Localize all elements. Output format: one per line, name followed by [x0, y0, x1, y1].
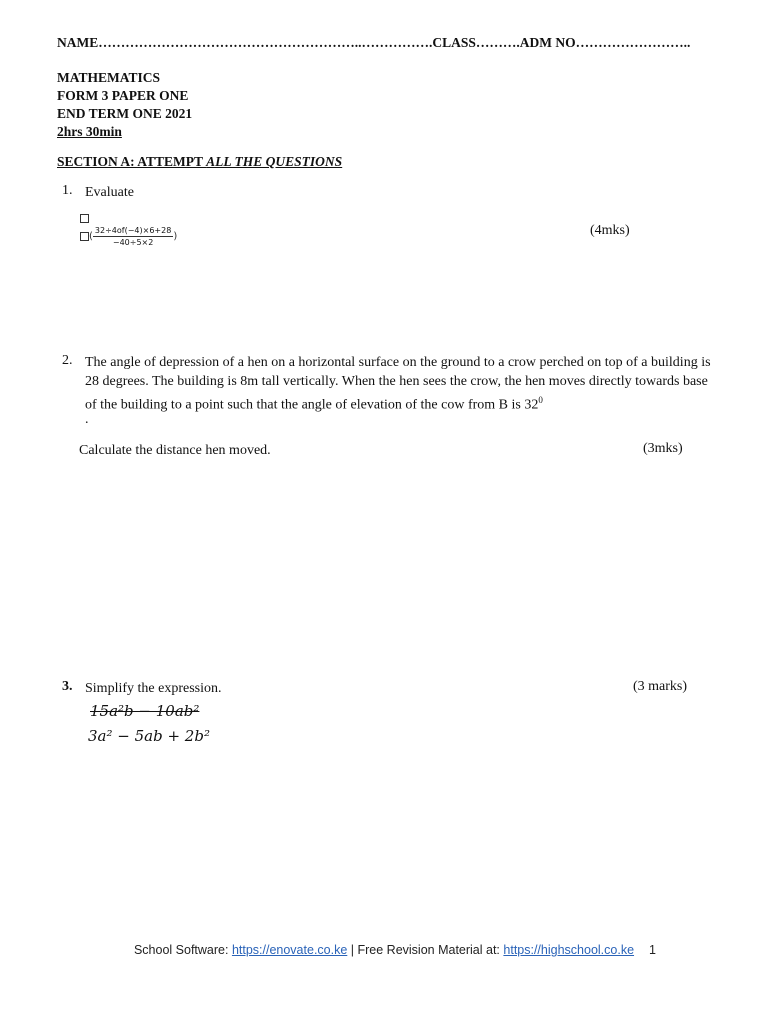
q1-numerator: 32÷4of(−4)×6+28 — [94, 226, 172, 235]
q2-number: 2. — [62, 353, 73, 368]
q1-open-paren: ( — [89, 231, 93, 242]
q3-marks: (3 marks) — [633, 679, 688, 694]
q1-fraction — [93, 225, 173, 248]
q1-marks: (4mks) — [590, 223, 630, 238]
q1-close-paren: ) — [173, 231, 178, 242]
form-paper: FORM 3 PAPER ONE — [57, 88, 189, 103]
student-details-line: NAME…………………………………………………..…………….CLASS……….ADM NO…………………….. — [57, 35, 691, 50]
q1-placeholder-box — [80, 232, 89, 241]
q3-denominator: 3a² − 5ab + 2b² — [88, 727, 210, 745]
duration: 2hrs 30min — [57, 124, 122, 139]
q2-degree-superscript: 0 — [538, 395, 543, 405]
footer-prefix: School Software: — [133, 943, 232, 957]
q2-text-body: The angle of depression of a hen on a horizontal surface on the ground to a crow perched on top of a building is 28 degrees. The building is 8m tall vertically. When the hen sees the crow, the hen moves directly towards base of the building to a point such that the angle of elevation of the cow from B is 32 — [85, 355, 711, 413]
section-title — [57, 154, 342, 170]
q2-marks: (3mks) — [643, 441, 683, 456]
section-title-emphasis: ALL THE QUESTIONS — [206, 154, 343, 169]
q1-number: 1. — [62, 183, 73, 198]
q3-number: 3. — [62, 679, 73, 694]
page-number: 1 — [649, 943, 656, 957]
term-year: END TERM ONE 2021 — [57, 106, 193, 121]
q2-text — [85, 353, 713, 415]
q1-text: Evaluate — [85, 185, 134, 200]
q2-subquestion: Calculate the distance hen moved. — [79, 443, 271, 458]
q2-trailing-dot: . — [85, 412, 89, 427]
footer-middle: | Free Revision Material at: — [347, 943, 504, 957]
q3-numerator: 15a²b − 10ab² — [90, 702, 200, 720]
section-title-prefix: SECTION A: ATTEMPT — [57, 154, 207, 169]
subject-title: MATHEMATICS — [57, 70, 161, 85]
q1-expression — [80, 225, 177, 248]
footer-link-enovate[interactable]: https://enovate.co.ke — [231, 943, 348, 957]
q1-denominator: −40÷5×2 — [112, 238, 154, 247]
footer-link-highschool[interactable]: https://highschool.co.ke — [503, 943, 635, 957]
q3-text: Simplify the expression. — [85, 681, 222, 696]
